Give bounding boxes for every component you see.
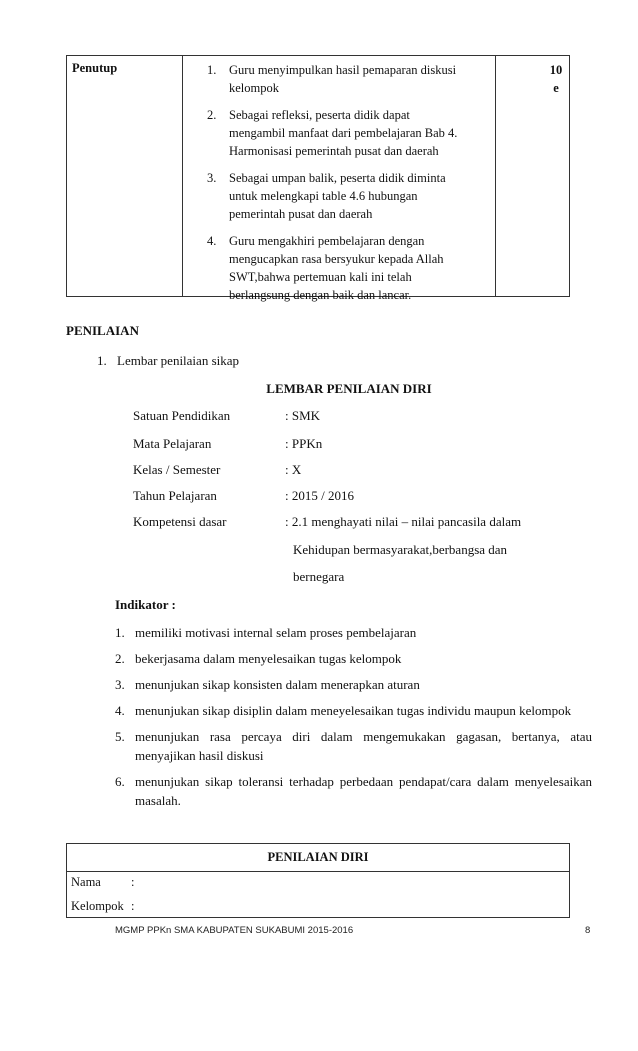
form-title: LEMBAR PENILAIAN DIRI <box>266 381 432 396</box>
form-label: Mata Pelajaran <box>133 436 212 451</box>
list-item: 4. menunjukan sikap disiplin dalam meneyelesaikan tugas individu maupun kelompok <box>115 703 572 718</box>
list-item: 3. Sebagai umpan balik, peserta didik diminta untuk melengkapi table 4.6 hubungan pemerintah pusat dan daerah <box>207 171 446 221</box>
list-item: 3. menunjukan sikap konsisten dalam menerapkan aturan <box>115 677 420 692</box>
form-value: : X <box>285 462 302 477</box>
footer-text: MGMP PPKn SMA KABUPATEN SUKABUMI 2015-2016 <box>115 925 354 936</box>
list-item: 1. memiliki motivasi internal selam proses pembelajaran <box>115 625 417 640</box>
kd-continuation: bernegara <box>293 569 345 584</box>
closing-steps-list <box>207 61 459 313</box>
self-assessment-table <box>66 843 570 918</box>
list-item: 5. menunjukan rasa percaya diri dalam mengemukakan gagasan, bertanya, atau menyajikan hasil diskusi <box>115 729 592 763</box>
form-label: Kelas / Semester <box>133 462 221 477</box>
table-divider <box>182 56 183 296</box>
form-value: : PPKn <box>285 436 323 451</box>
subitem-number: 1. <box>97 353 107 368</box>
table-divider <box>495 56 496 296</box>
form-label: Kompetensi dasar <box>133 514 227 529</box>
kd-continuation: Kehidupan bermasyarakat,berbangsa dan <box>293 542 508 557</box>
name-field-label: Nama <box>71 875 101 889</box>
form-label: Satuan Pendidikan <box>133 408 231 423</box>
self-assessment-title: PENILAIAN DIRI <box>67 844 569 872</box>
indikator-list <box>115 623 592 810</box>
indikator-title: Indikator : <box>115 597 176 612</box>
form-value: : 2.1 menghayati nilai – nilai pancasila dalam <box>285 514 522 529</box>
form-value: : SMK <box>285 408 321 423</box>
group-field-separator: : <box>131 899 135 913</box>
form-label: Tahun Pelajaran <box>133 488 217 503</box>
list-item: 2. Sebagai refleksi, peserta didik dapat mengambil manfaat dari pembelajaran Bab 4. Harmonisasi pemerintah pusat dan daerah <box>207 108 458 158</box>
closing-activity-table <box>66 55 570 302</box>
group-field-label: Kelompok <box>71 899 124 913</box>
page-number: 8 <box>585 925 591 936</box>
list-item: 2. bekerjasama dalam menyelesaikan tugas kelompok <box>115 651 402 666</box>
phase-label: Penutup <box>72 61 118 75</box>
form-value: : 2015 / 2016 <box>285 488 354 503</box>
subitem-label: Lembar penilaian sikap <box>117 353 240 368</box>
list-item: 6. menunjukan sikap toleransi terhadap perbedaan pendapat/cara dalam menyelesaikan masalah. <box>115 774 592 808</box>
section-title: PENILAIAN <box>66 323 139 338</box>
time-allocation: 10 e <box>549 63 563 95</box>
list-item: 4. Guru mengakhiri pembelajaran dengan mengucapkan rasa bersyukur kepada Allah SWT,bahwa pertemuan kali ini telah berlangsung dengan baik dan lancar. <box>207 234 444 302</box>
list-item: 1. Guru menyimpulkan hasil pemaparan diskusi kelompok <box>207 63 457 95</box>
name-field-separator: : <box>131 875 135 889</box>
